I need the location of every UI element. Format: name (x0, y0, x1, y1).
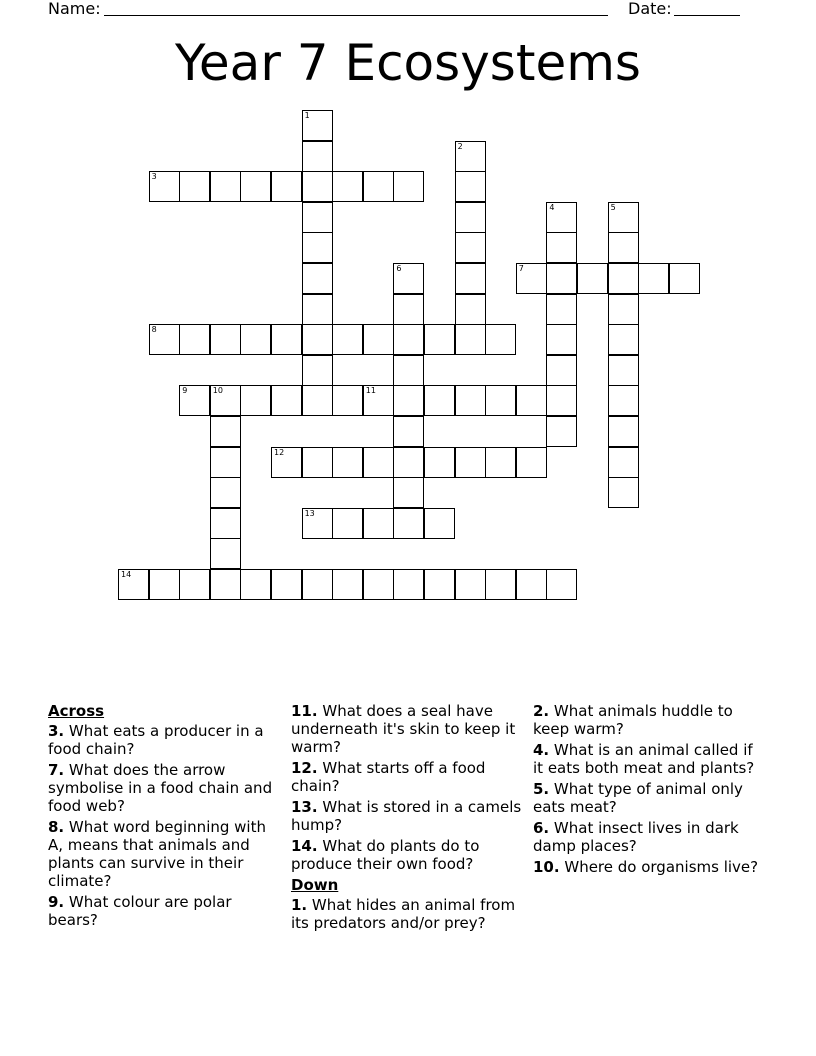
grid-cell[interactable] (608, 385, 639, 416)
clue-down-10 (533, 858, 765, 876)
grid-cell[interactable] (485, 447, 516, 478)
clue-number: 6. (533, 819, 550, 837)
grid-cell[interactable] (669, 263, 700, 294)
cell-number: 6 (396, 264, 402, 273)
grid-cell[interactable] (455, 385, 486, 416)
clue-text: What insect lives in dark damp places? (533, 819, 739, 855)
grid-cell[interactable] (302, 232, 333, 263)
grid-cell[interactable] (210, 324, 241, 355)
clue-number: 4. (533, 741, 550, 759)
grid-cell[interactable] (455, 569, 486, 600)
down-heading: Down (291, 876, 339, 894)
grid-cell[interactable] (546, 202, 577, 233)
clue-down-5 (533, 780, 765, 816)
date-label: Date: (628, 0, 672, 18)
grid-cell[interactable] (332, 324, 363, 355)
grid-cell[interactable] (577, 263, 608, 294)
grid-cell[interactable] (608, 447, 639, 478)
grid-cell[interactable] (546, 324, 577, 355)
clue-across-14 (291, 837, 523, 873)
grid-cell[interactable] (393, 171, 424, 202)
grid-cell[interactable] (210, 538, 241, 569)
grid-cell[interactable] (302, 171, 333, 202)
grid-cell[interactable] (240, 171, 271, 202)
cell-number: 13 (304, 508, 315, 518)
cell-number: 14 (121, 570, 132, 579)
clue-text: What word beginning with A, means that animals and plants can survive in their climate? (48, 818, 266, 890)
grid-cell[interactable] (546, 416, 577, 447)
cell-number: 11 (365, 386, 376, 396)
grid-cell[interactable] (302, 569, 333, 600)
clue-number: 9. (48, 893, 65, 911)
across-heading: Across (48, 702, 105, 720)
grid-cell[interactable] (363, 385, 394, 416)
grid-cell[interactable] (393, 477, 424, 508)
grid-cell[interactable] (302, 324, 333, 355)
grid-cell[interactable] (455, 263, 486, 294)
grid-cell[interactable] (393, 263, 424, 294)
clue-across-13 (291, 798, 523, 834)
grid-cell[interactable] (271, 447, 302, 478)
clue-number: 5. (533, 780, 550, 798)
grid-cell[interactable] (210, 508, 241, 539)
clues-column-1 (48, 702, 280, 932)
grid-cell[interactable] (240, 569, 271, 600)
cell-number: 7 (518, 264, 524, 273)
grid-cell[interactable] (424, 324, 455, 355)
grid-cell[interactable] (546, 263, 577, 294)
grid-cell[interactable] (546, 355, 577, 386)
grid-cell[interactable] (608, 477, 639, 508)
cell-number: 5 (610, 202, 616, 212)
grid-cell[interactable] (546, 569, 577, 600)
cell-number: 9 (182, 386, 188, 396)
clue-text: What does the arrow symbolise in a food chain and food web? (48, 761, 273, 815)
grid-cell[interactable] (455, 232, 486, 263)
cell-number: 12 (274, 447, 285, 457)
clue-number: 1. (291, 896, 308, 914)
grid-cell[interactable] (393, 508, 424, 539)
grid-cell[interactable] (485, 569, 516, 600)
grid-cell[interactable] (210, 171, 241, 202)
grid-cell[interactable] (485, 385, 516, 416)
grid-cell[interactable] (455, 141, 486, 172)
grid-cell[interactable] (332, 171, 363, 202)
cell-number: 10 (212, 386, 223, 396)
grid-cell[interactable] (179, 171, 210, 202)
clues-column-2 (291, 702, 523, 935)
grid-cell[interactable] (363, 447, 394, 478)
clue-number: 14. (291, 837, 318, 855)
grid-cell[interactable] (608, 355, 639, 386)
clue-number: 13. (291, 798, 318, 816)
grid-cell[interactable] (608, 294, 639, 325)
grid-cell[interactable] (302, 202, 333, 233)
clue-across-7 (48, 761, 280, 815)
grid-cell[interactable] (149, 171, 180, 202)
grid-cell[interactable] (393, 324, 424, 355)
grid-cell[interactable] (455, 447, 486, 478)
grid-cell[interactable] (271, 324, 302, 355)
clue-text: What do plants do to produce their own food? (291, 837, 480, 873)
grid-cell[interactable] (516, 263, 547, 294)
grid-cell[interactable] (332, 385, 363, 416)
clues-column-3 (533, 702, 765, 879)
clue-text: What eats a producer in a food chain? (48, 722, 264, 758)
clue-number: 3. (48, 722, 65, 740)
grid-cell[interactable] (302, 141, 333, 172)
grid-cell[interactable] (485, 324, 516, 355)
grid-cell[interactable] (271, 569, 302, 600)
grid-cell[interactable] (608, 416, 639, 447)
grid-cell[interactable] (608, 263, 639, 294)
grid-cell[interactable] (455, 294, 486, 325)
grid-cell[interactable] (149, 569, 180, 600)
clue-across-12 (291, 759, 523, 795)
grid-cell[interactable] (638, 263, 669, 294)
clue-text: What hides an animal from its predators and/or prey? (291, 896, 516, 932)
grid-cell[interactable] (271, 171, 302, 202)
clue-number: 8. (48, 818, 65, 836)
grid-cell[interactable] (516, 447, 547, 478)
grid-cell[interactable] (332, 508, 363, 539)
grid-cell[interactable] (455, 324, 486, 355)
grid-cell[interactable] (210, 569, 241, 600)
cell-number: 3 (151, 172, 157, 182)
clue-number: 11. (291, 702, 318, 720)
grid-cell[interactable] (424, 569, 455, 600)
grid-cell[interactable] (546, 232, 577, 263)
grid-cell[interactable] (424, 447, 455, 478)
grid-cell[interactable] (302, 385, 333, 416)
grid-cell[interactable] (455, 171, 486, 202)
clue-number: 7. (48, 761, 65, 779)
grid-cell[interactable] (516, 385, 547, 416)
grid-cell[interactable] (302, 355, 333, 386)
grid-cell[interactable] (393, 385, 424, 416)
grid-cell[interactable] (240, 385, 271, 416)
clue-text: What does a seal have underneath it's skin to keep it warm? (291, 702, 516, 756)
grid-cell[interactable] (393, 447, 424, 478)
grid-cell[interactable] (516, 569, 547, 600)
clue-text: What starts off a food chain? (291, 759, 486, 795)
grid-cell[interactable] (455, 202, 486, 233)
clue-down-6 (533, 819, 765, 855)
clue-down-4 (533, 741, 765, 777)
cell-number: 2 (457, 141, 463, 151)
cell-number: 8 (151, 325, 157, 335)
cell-number: 1 (304, 111, 310, 120)
grid-cell[interactable] (271, 385, 302, 416)
grid-cell[interactable] (393, 416, 424, 447)
grid-cell[interactable] (240, 324, 271, 355)
clue-down-1 (291, 896, 523, 932)
grid-cell[interactable] (363, 508, 394, 539)
clue-text: What animals huddle to keep warm? (533, 702, 733, 738)
clue-text: Where do organisms live? (564, 858, 759, 876)
grid-cell[interactable] (608, 202, 639, 233)
clue-text: What is an animal called if it eats both meat and plants? (533, 741, 755, 777)
grid-cell[interactable] (210, 477, 241, 508)
grid-cell[interactable] (332, 569, 363, 600)
grid-cell[interactable] (118, 569, 149, 600)
clue-across-8 (48, 818, 280, 890)
clue-text: What type of animal only eats meat? (533, 780, 743, 816)
grid-cell[interactable] (363, 569, 394, 600)
grid-cell[interactable] (546, 385, 577, 416)
grid-cell[interactable] (608, 324, 639, 355)
grid-cell[interactable] (363, 324, 394, 355)
clue-across-9 (48, 893, 280, 929)
grid-cell[interactable] (393, 294, 424, 325)
grid-cell[interactable] (393, 355, 424, 386)
grid-cell[interactable] (179, 385, 210, 416)
grid-cell[interactable] (302, 263, 333, 294)
grid-cell[interactable] (332, 447, 363, 478)
grid-cell[interactable] (302, 447, 333, 478)
grid-cell[interactable] (424, 508, 455, 539)
grid-cell[interactable] (363, 171, 394, 202)
clue-number: 10. (533, 858, 560, 876)
grid-cell[interactable] (546, 294, 577, 325)
clue-across-11 (291, 702, 523, 756)
grid-cell[interactable] (179, 324, 210, 355)
name-label: Name: (48, 0, 101, 18)
grid-cell[interactable] (393, 569, 424, 600)
grid-cell[interactable] (302, 508, 333, 539)
clue-text: What is stored in a camels hump? (291, 798, 522, 834)
clue-text: What colour are polar bears? (48, 893, 232, 929)
grid-cell[interactable] (210, 385, 241, 416)
grid-cell[interactable] (608, 232, 639, 263)
clue-number: 12. (291, 759, 318, 777)
grid-cell[interactable] (210, 447, 241, 478)
grid-cell[interactable] (424, 385, 455, 416)
page-title: Year 7 Ecosystems (175, 34, 641, 92)
grid-cell[interactable] (302, 294, 333, 325)
grid-cell[interactable] (179, 569, 210, 600)
clue-across-3 (48, 722, 280, 758)
grid-cell[interactable] (210, 416, 241, 447)
grid-cell[interactable] (149, 324, 180, 355)
clue-number: 2. (533, 702, 550, 720)
cell-number: 4 (549, 202, 555, 212)
grid-cell[interactable] (302, 110, 333, 141)
clue-down-2 (533, 702, 765, 738)
